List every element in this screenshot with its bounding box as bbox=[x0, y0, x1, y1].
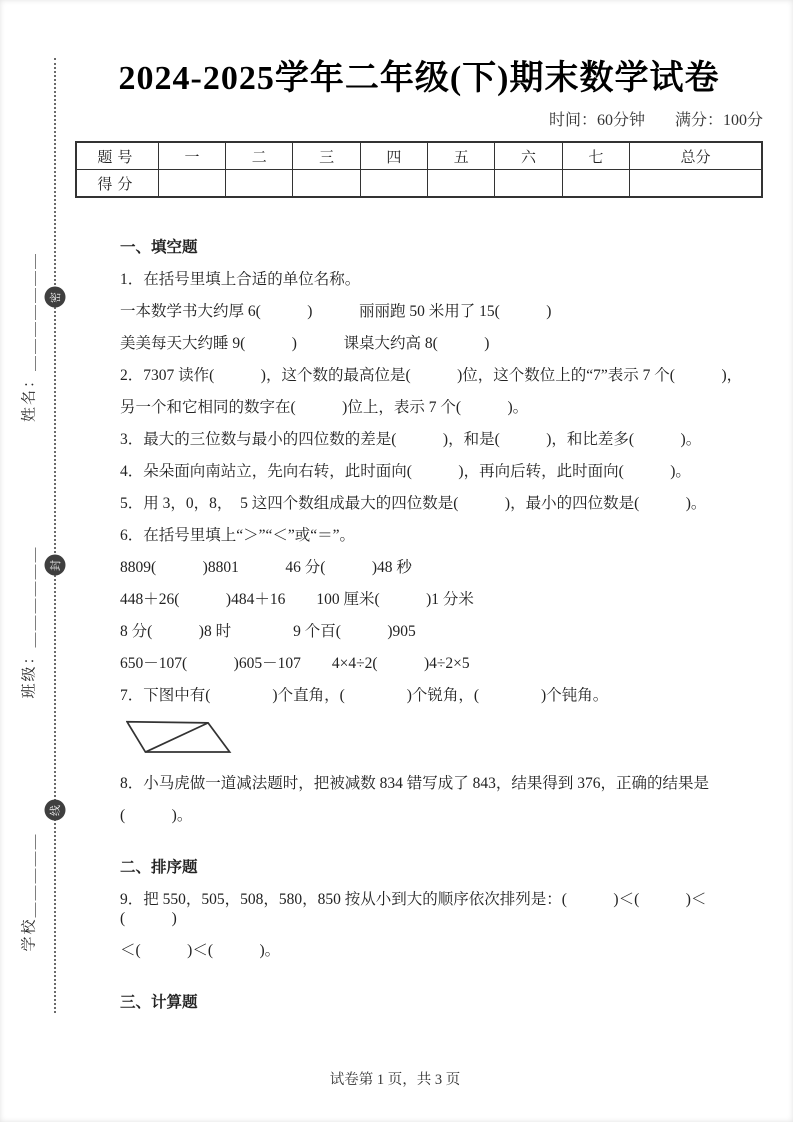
exam-content bbox=[75, 0, 763, 1025]
score-cell bbox=[293, 170, 360, 198]
parallelogram-svg bbox=[126, 718, 234, 758]
question-1: 1．在括号里填上合适的单位名称。 bbox=[120, 271, 361, 288]
question-1-line-a: 一本数学书大约厚 6( ) 丽丽跑 50 米用了 15( ) bbox=[120, 303, 552, 320]
section-2-title: 二、排序题 bbox=[120, 858, 198, 876]
score-table-header-row bbox=[76, 142, 762, 170]
page-footer: 试卷第 1 页，共 3 页 bbox=[329, 1072, 461, 1088]
seal-badge-feng-label: 封 bbox=[50, 559, 62, 571]
question-8-continued: ( )。 bbox=[120, 807, 193, 824]
question-6-line-d: 650－107( )605－107 4×4÷2( )4÷2×5 bbox=[120, 655, 470, 672]
column-three: 三 bbox=[293, 142, 360, 170]
exam-time: 时间：60分钟 bbox=[548, 112, 645, 129]
question-7: 7．下图中有( )个直角，( )个锐角，( )个钝角。 bbox=[120, 687, 609, 704]
question-number-label: 题号 bbox=[76, 142, 158, 170]
column-six: 六 bbox=[495, 142, 562, 170]
question-2-continued: 另一个和它相同的数字在( )位上，表示 7 个( )。 bbox=[120, 399, 529, 416]
question-6-line-b: 448＋26( )484＋16 100 厘米( )1 分米 bbox=[120, 591, 474, 608]
score-table bbox=[75, 141, 763, 198]
column-one: 一 bbox=[158, 142, 225, 170]
score-table-score-row bbox=[76, 170, 762, 198]
exam-meta bbox=[75, 107, 763, 130]
column-two: 二 bbox=[226, 142, 293, 170]
student-name-field: 姓名：＿＿＿＿＿＿＿ bbox=[21, 251, 38, 423]
parallelogram-figure bbox=[126, 718, 757, 762]
question-3: 3．最大的三位数与最小的四位数的差是( )，和是( )，和比差多( )。 bbox=[120, 431, 702, 448]
page-title: 2024-2025学年二年级(下)期末数学试卷 bbox=[118, 60, 720, 97]
score-cell bbox=[495, 170, 562, 198]
question-4: 4．朵朵面向南站立，先向右转，此时面向( )，再向后转，此时面向( )。 bbox=[120, 463, 691, 480]
question-6-line-a: 8809( )8801 46 分( )48 秒 bbox=[120, 559, 412, 576]
question-body bbox=[75, 238, 763, 1012]
score-cell bbox=[428, 170, 495, 198]
question-5: 5．用 3，0，8， 5 这四个数组成最大的四位数是( )，最小的四位数是( )。 bbox=[120, 495, 707, 512]
seal-badge-feng bbox=[45, 555, 66, 576]
exam-full-score: 满分：100分 bbox=[674, 112, 763, 129]
question-6-line-c: 8 分( )8 时 9 个百( )905 bbox=[120, 623, 416, 640]
seal-dotted-line bbox=[54, 58, 56, 1013]
score-cell bbox=[630, 170, 763, 198]
seal-badge-xian bbox=[45, 800, 66, 821]
seal-badge-xian-label: 线 bbox=[50, 804, 62, 816]
question-2: 2．7307 读作( )，这个数的最高位是( )位，这个数位上的“7”表示 7 个( )， bbox=[120, 367, 743, 384]
seal-badge-mi-label: 密 bbox=[50, 291, 62, 303]
question-6: 6．在括号里填上“＞”“＜”或“＝”。 bbox=[120, 527, 356, 544]
question-1-line-b: 美美每天大约睡 9( ) 课桌大约高 8( ) bbox=[120, 335, 490, 352]
section-3-title: 三、计算题 bbox=[120, 993, 198, 1011]
question-9-continued: ＜( )＜( )。 bbox=[120, 942, 281, 959]
column-five: 五 bbox=[428, 142, 495, 170]
score-cell bbox=[562, 170, 629, 198]
question-9: 9．把 550，505，508，580，850 按从小到大的顺序依次排列是：( )＜( )＜( ) bbox=[120, 890, 707, 927]
score-cell bbox=[226, 170, 293, 198]
score-label: 得分 bbox=[76, 170, 158, 198]
score-cell bbox=[360, 170, 427, 198]
column-total: 总分 bbox=[630, 142, 763, 170]
student-school-field: 学校＿＿＿＿＿ bbox=[21, 832, 38, 952]
column-four: 四 bbox=[360, 142, 427, 170]
question-8: 8．小马虎做一道减法题时，把被减数 834 错写成了 843，结果得到 376，正确的结果是 bbox=[120, 775, 710, 792]
score-cell bbox=[158, 170, 225, 198]
student-class-field: 班级：＿＿＿＿＿＿ bbox=[21, 545, 38, 699]
seal-badge-mi bbox=[45, 287, 66, 308]
section-1-title: 一、填空题 bbox=[120, 239, 198, 256]
column-seven: 七 bbox=[562, 142, 629, 170]
